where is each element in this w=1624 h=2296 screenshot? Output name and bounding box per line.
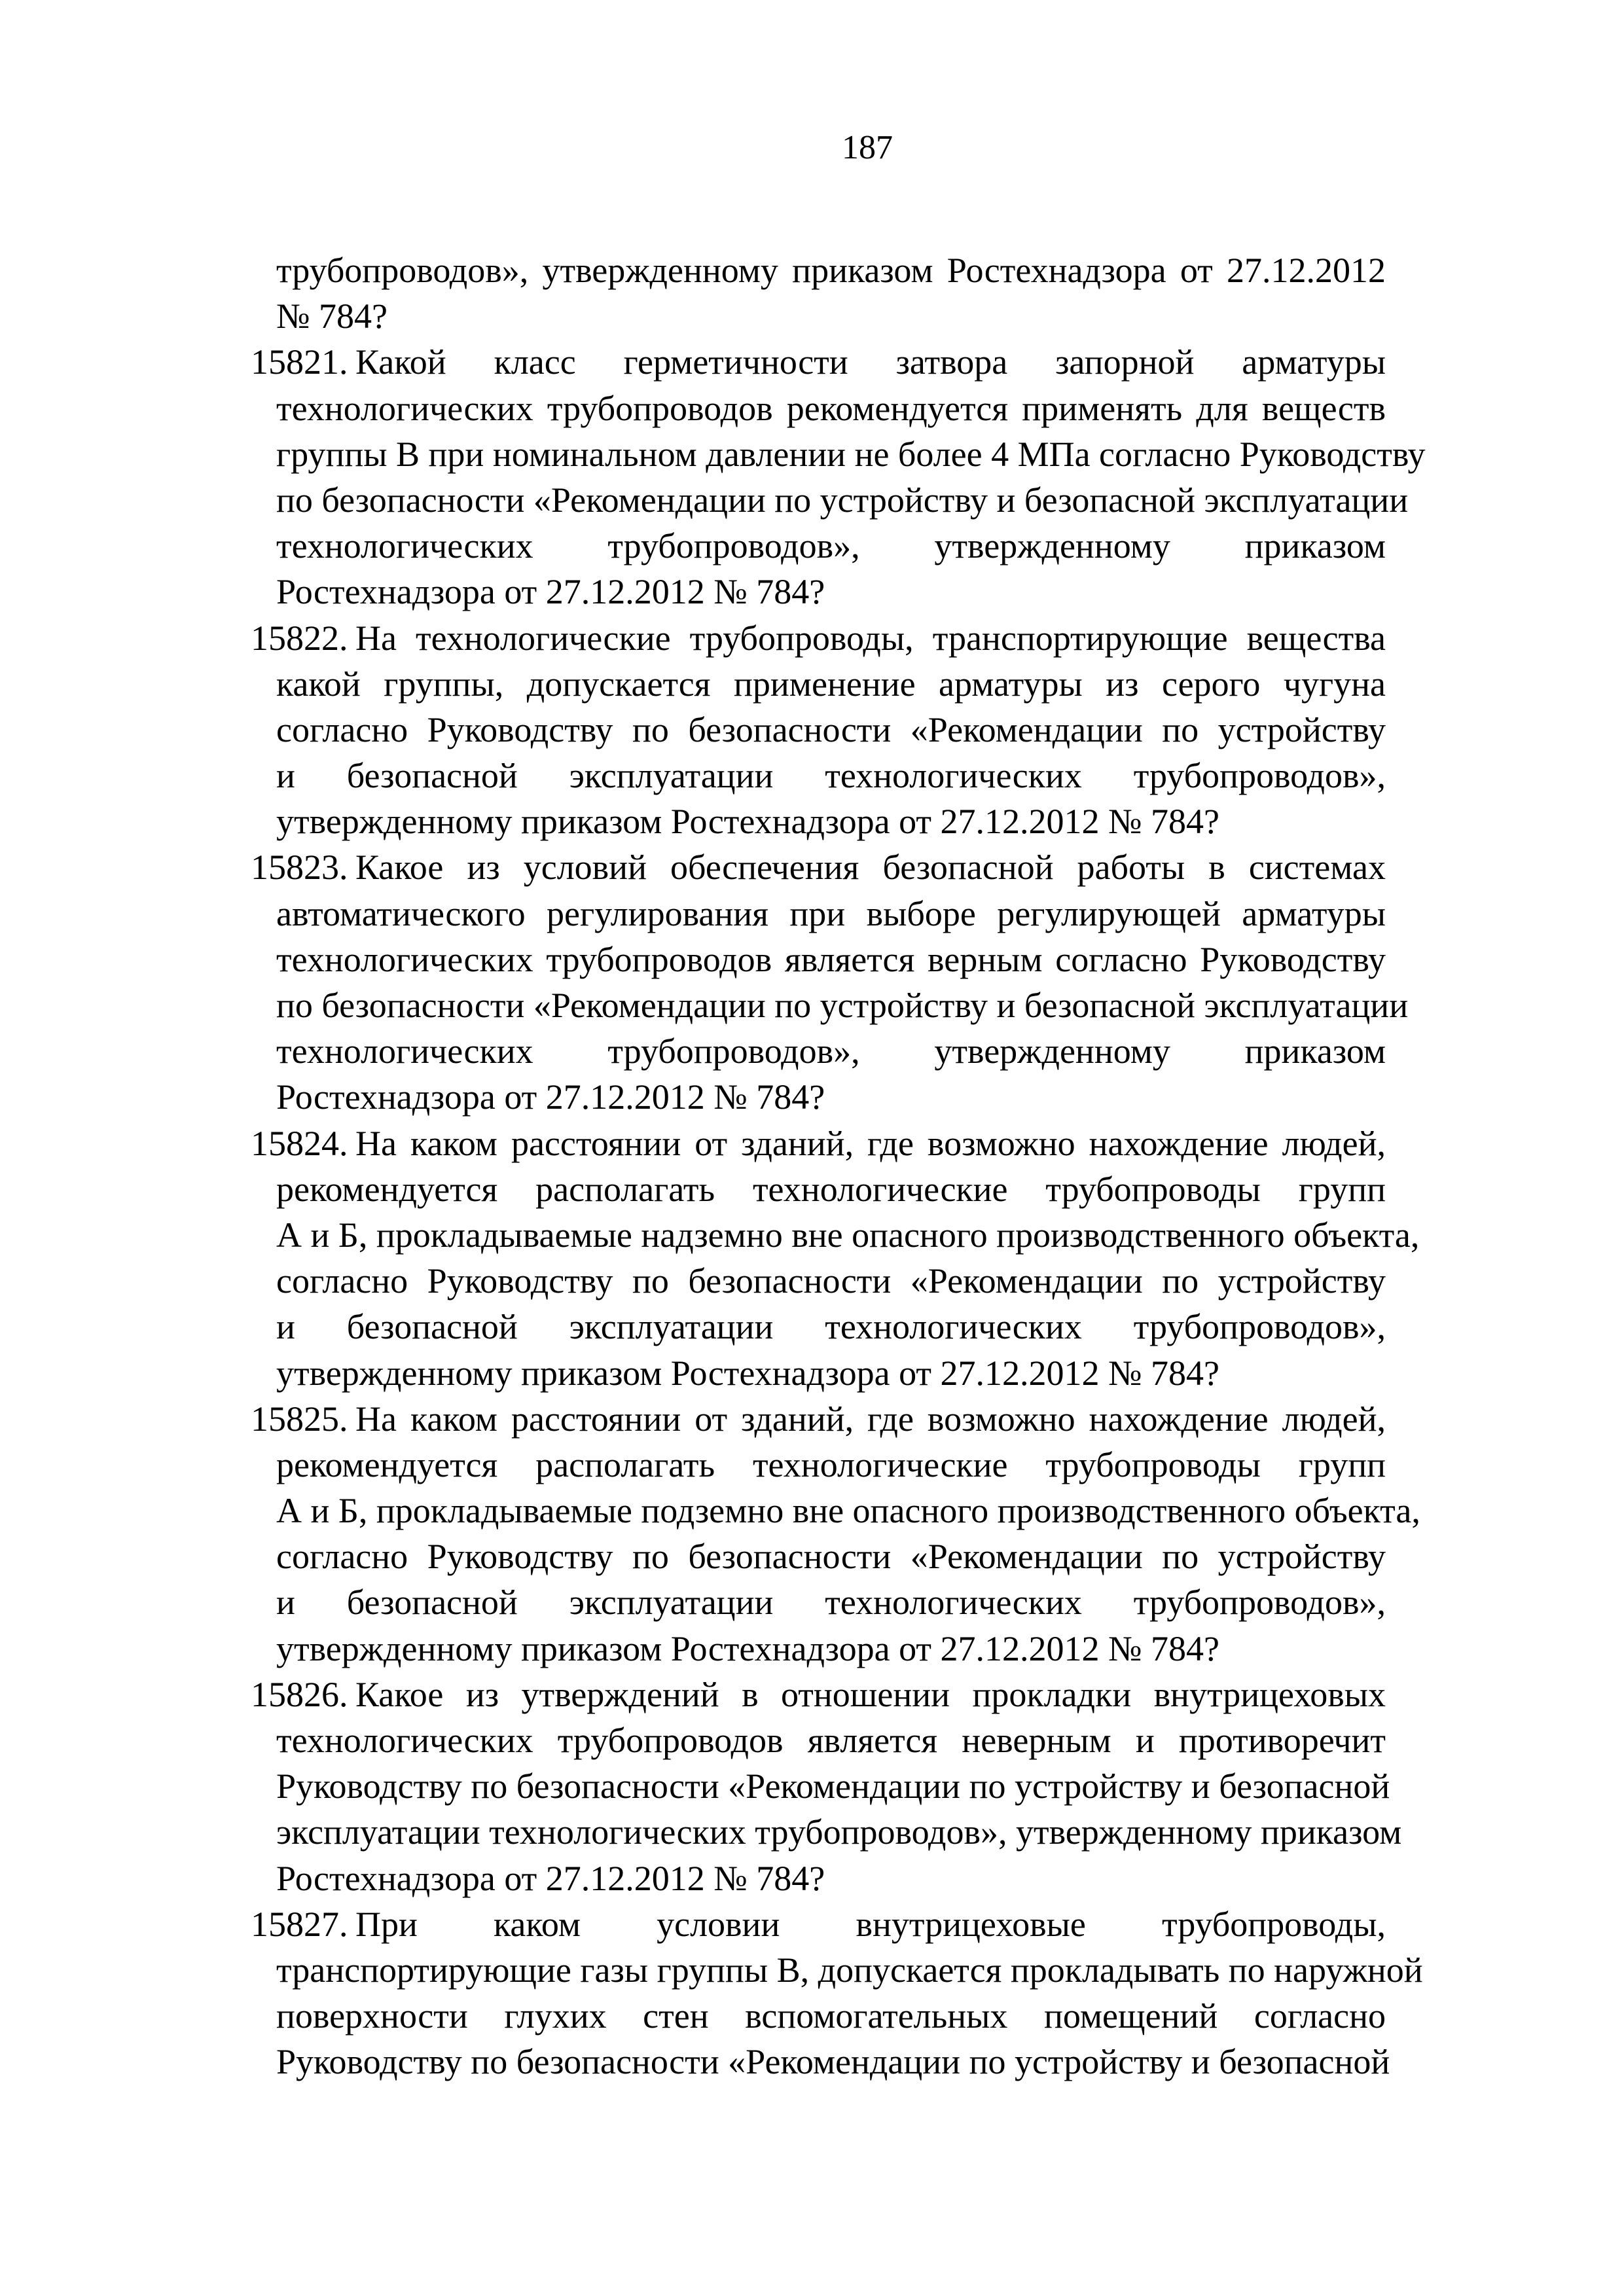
question-text-line: При каком условии внутрицеховые трубопроводы, bbox=[355, 1904, 1386, 1944]
question-text-line: какой группы, допускается применение арматуры из серого чугуна bbox=[276, 664, 1386, 704]
question-text-line: технологических трубопроводов рекомендуется применять для веществ bbox=[276, 388, 1386, 428]
question-text-line: рекомендуется располагать технологические трубопроводы групп bbox=[276, 1169, 1386, 1209]
question-number: 15824. bbox=[251, 1123, 348, 1163]
question-text-line: На каком расстоянии от зданий, где возможно нахождение людей, bbox=[355, 1123, 1386, 1163]
question-text-line: Руководству по безопасности «Рекомендации по устройству и безопасной bbox=[276, 1767, 1390, 1806]
question-text-line: по безопасности «Рекомендации по устройству и безопасной эксплуатации bbox=[276, 480, 1409, 520]
question-item bbox=[251, 615, 1386, 845]
question-text-line: и безопасной эксплуатации технологических трубопроводов», bbox=[276, 1307, 1386, 1347]
text-line: № 784? bbox=[276, 296, 388, 336]
question-text-line: поверхности глухих стен вспомогательных помещений согласно bbox=[276, 1996, 1386, 2036]
question-text-line: технологических трубопроводов», утвержденному приказом bbox=[276, 1031, 1386, 1071]
continuation-text bbox=[251, 247, 1386, 339]
question-text-line: Ростехнадзора от 27.12.2012 № 784? bbox=[276, 1858, 825, 1898]
question-number: 15821. bbox=[251, 342, 348, 382]
question-number: 15822. bbox=[251, 618, 348, 658]
question-text-line: утвержденному приказом Ростехнадзора от 27.12.2012 № 784? bbox=[276, 1628, 1219, 1668]
question-text-line: согласно Руководству по безопасности «Рекомендации по устройству bbox=[276, 1537, 1386, 1577]
question-number: 15827. bbox=[251, 1904, 348, 1944]
question-text-line: Какой класс герметичности затвора запорной арматуры bbox=[355, 342, 1386, 382]
question-number: 15826. bbox=[251, 1674, 348, 1714]
question-text-line: А и Б, прокладываемые подземно вне опасного производственного объекта, bbox=[276, 1491, 1420, 1531]
question-text-line: технологических трубопроводов является верным согласно Руководству bbox=[276, 939, 1386, 979]
question-text-line: автоматического регулирования при выборе регулирующей арматуры bbox=[276, 893, 1386, 933]
question-text-line: Какое из утверждений в отношении прокладки внутрицеховых bbox=[355, 1674, 1386, 1714]
question-text-line: На каком расстоянии от зданий, где возможно нахождение людей, bbox=[355, 1399, 1386, 1439]
question-text-line: согласно Руководству по безопасности «Рекомендации по устройству bbox=[276, 709, 1386, 749]
question-item bbox=[251, 1672, 1402, 1901]
question-text-line: и безопасной эксплуатации технологических трубопроводов», bbox=[276, 756, 1386, 796]
question-text-line: На технологические трубопроводы, транспортирующие вещества bbox=[355, 618, 1386, 658]
question-text-line: согласно Руководству по безопасности «Рекомендации по устройству bbox=[276, 1261, 1386, 1301]
question-text-line: Ростехнадзора от 27.12.2012 № 784? bbox=[276, 1077, 825, 1117]
question-text-line: А и Б, прокладываемые надземно вне опасного производственного объекта, bbox=[276, 1215, 1420, 1255]
question-item bbox=[251, 1396, 1420, 1672]
question-text-line: эксплуатации технологических трубопроводов», утвержденному приказом bbox=[276, 1812, 1402, 1852]
question-text-line: Ростехнадзора от 27.12.2012 № 784? bbox=[276, 572, 825, 612]
question-number: 15823. bbox=[251, 848, 348, 888]
question-text-line: транспортирующие газы группы В, допускается прокладывать по наружной bbox=[276, 1950, 1423, 1990]
question-text-line: группы В при номинальном давлении не более 4 МПа согласно Руководству bbox=[276, 434, 1426, 474]
question-text-line: по безопасности «Рекомендации по устройству и безопасной эксплуатации bbox=[276, 986, 1409, 1025]
question-text-line: Руководству по безопасности «Рекомендации по устройству и безопасной bbox=[276, 2042, 1390, 2082]
question-text-line: технологических трубопроводов является неверным и противоречит bbox=[276, 1721, 1386, 1760]
question-number: 15825. bbox=[251, 1399, 348, 1439]
question-item bbox=[251, 339, 1426, 615]
question-text-line: рекомендуется располагать технологические трубопроводы групп bbox=[276, 1444, 1386, 1484]
question-item bbox=[251, 1121, 1420, 1396]
page-number: 187 bbox=[842, 129, 893, 166]
question-text-line: технологических трубопроводов», утвержденному приказом bbox=[276, 526, 1386, 566]
question-list bbox=[251, 247, 1426, 2085]
question-item bbox=[251, 1901, 1423, 2085]
question-text-line: и безопасной эксплуатации технологических трубопроводов», bbox=[276, 1583, 1386, 1623]
question-text-line: утвержденному приказом Ростехнадзора от 27.12.2012 № 784? bbox=[276, 1353, 1219, 1393]
text-line: трубопроводов», утвержденному приказом Ростехнадзора от 27.12.2012 bbox=[276, 251, 1386, 290]
question-text-line: Какое из условий обеспечения безопасной работы в системах bbox=[355, 848, 1386, 888]
question-item bbox=[251, 844, 1409, 1120]
question-text-line: утвержденному приказом Ростехнадзора от 27.12.2012 № 784? bbox=[276, 802, 1219, 842]
